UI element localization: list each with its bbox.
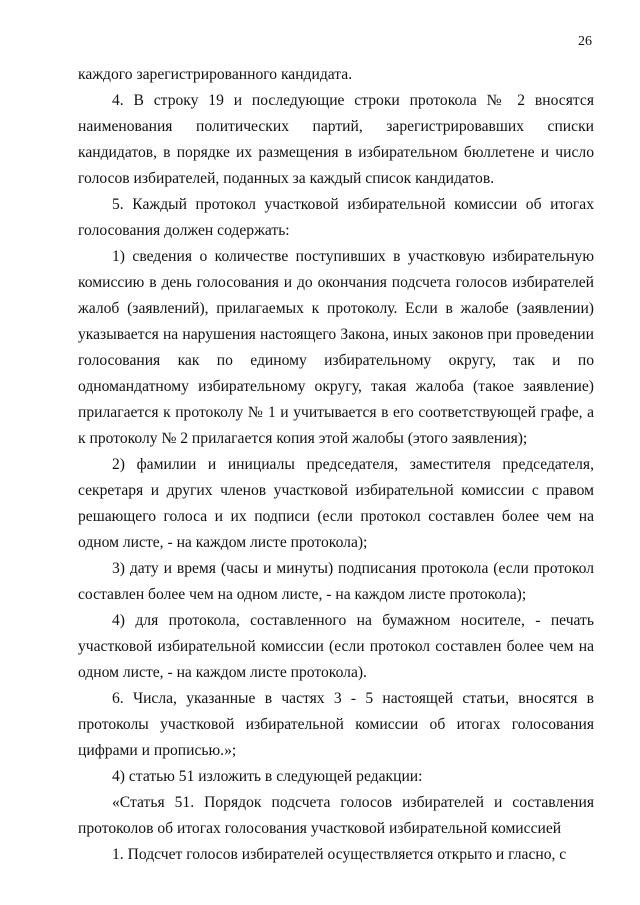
document-body: [78, 62, 594, 868]
page-number: 26: [578, 34, 592, 49]
paragraph-continuation: каждого зарегистрированного кандидата.: [78, 66, 353, 83]
article-51-heading: «Статья 51. Порядок подсчета голосов избирателей и составления протоколов об итогах голосования участковой избирательной комиссией: [78, 794, 594, 837]
paragraph-part-4: 4. В строку 19 и последующие строки протокола № 2 вносятся наименования политических партий, зарегистрировавших списки кандидатов, в порядке их размещения в избирательном бюллетене и число голосов избирателей, поданных за каждый список кандидатов.: [78, 92, 594, 187]
paragraph-amendment-4: 4) статью 51 изложить в следующей редакции:: [112, 768, 423, 785]
paragraph-item-1: 1) сведения о количестве поступивших в участковую избирательную комиссию в день голосования и до окончания подсчета голосов избирателей жалоб (заявлений), прилагаемых к протоколу. Если в жалобе (заявлении) указывается на нарушения настоящего Закона, иных законов при проведении голосования как по единому избирательному округу, так и по одномандатному избирательному округу, такая жалоба (такое заявление) прилагается к протоколу № 1 и учитывается в его соответствующей графе, а к протоколу № 2 прилагается копия этой жалобы (этого заявления);: [78, 248, 594, 447]
paragraph-part-6: 6. Числа, указанные в частях 3 - 5 настоящей статьи, вносятся в протоколы участковой избирательной комиссии об итогах голосования цифрами и прописью.»;: [78, 690, 594, 759]
paragraph-item-2: 2) фамилии и инициалы председателя, заместителя председателя, секретаря и других членов участковой избирательной комиссии с правом решающего голоса и их подписи (если протокол составлен более чем на одном листе, - на каждом листе протокола);: [78, 456, 594, 551]
paragraph-item-3: 3) дату и время (часы и минуты) подписания протокола (если протокол составлен более чем на одном листе, - на каждом листе протокола);: [78, 560, 594, 603]
paragraph-article-51-part-1: 1. Подсчет голосов избирателей осуществляется открыто и гласно, с: [112, 846, 567, 863]
paragraph-item-4: 4) для протокола, составленного на бумажном носителе, - печать участковой избирательной комиссии (если протокол составлен более чем на одном листе, - на каждом листе протокола).: [78, 612, 594, 681]
paragraph-part-5: 5. Каждый протокол участковой избирательной комиссии об итогах голосования должен содержать:: [78, 196, 594, 239]
